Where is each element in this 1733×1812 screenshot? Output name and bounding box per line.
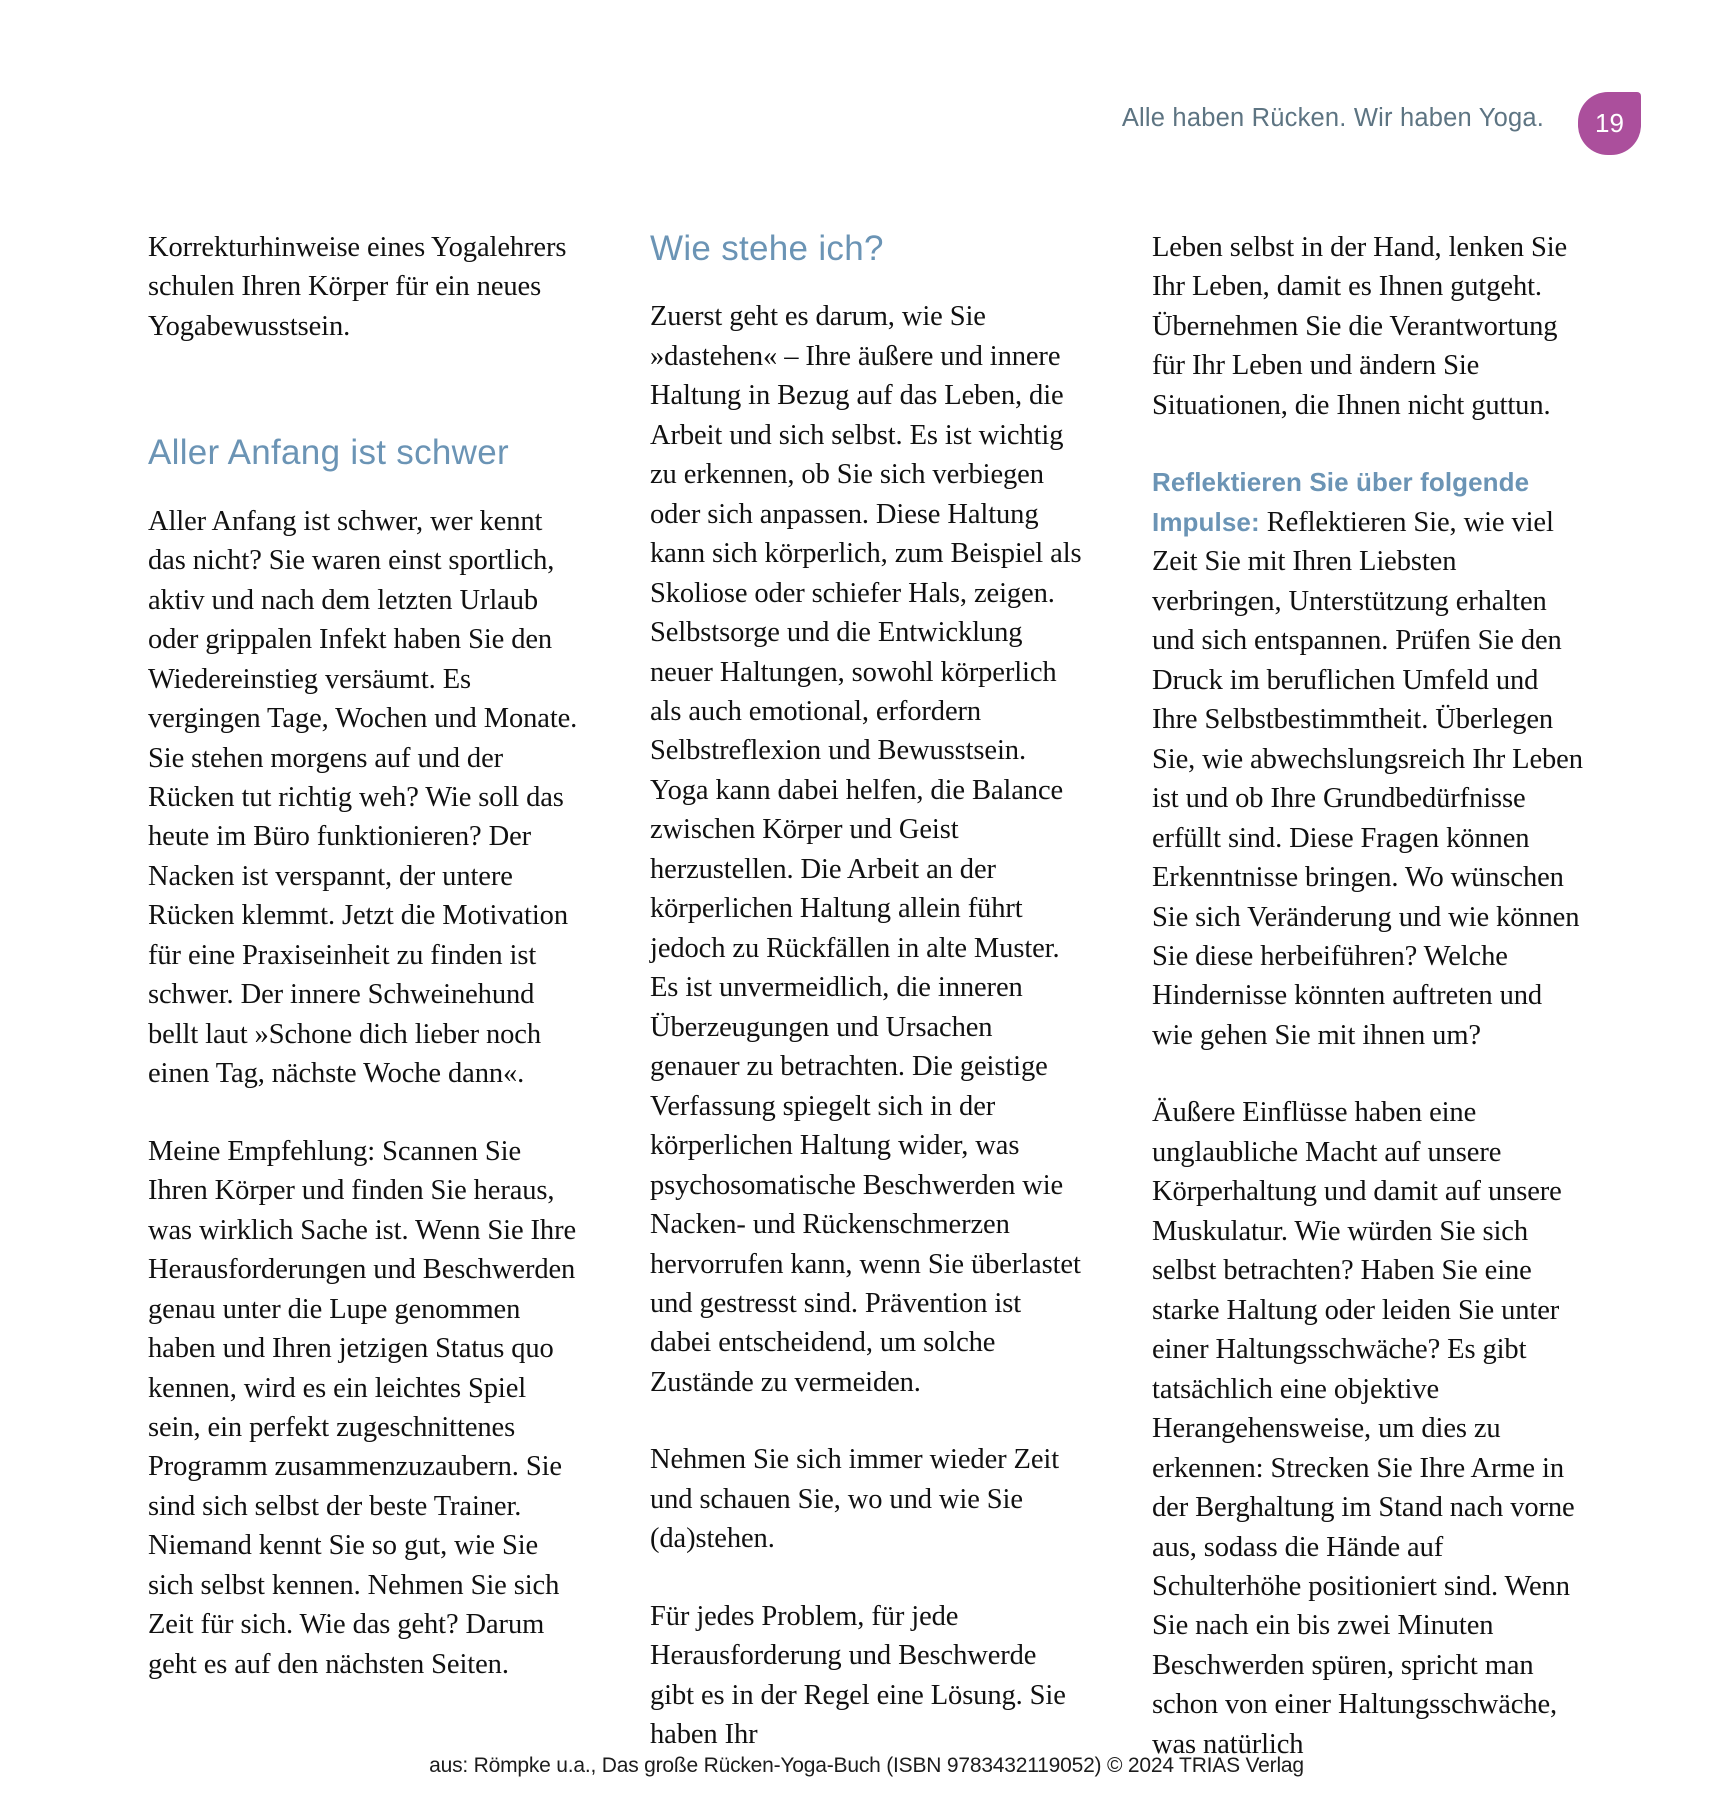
text-columns <box>148 228 1588 1764</box>
heading-aller-anfang-ist-schwer: Aller Anfang ist schwer <box>148 433 509 473</box>
paragraph-continued: Korrekturhinweise eines Yogalehrers schulen Ihren Körper für ein neues Yogabewusstsein. <box>148 232 567 342</box>
paragraph-middle-2: Nehmen Sie sich immer wieder Zeit und schauen Sie, wo und wie Sie (da)stehen. <box>650 1444 1060 1555</box>
paragraph-middle-1: Zuerst geht es darum, wie Sie »dastehen« – Ihre äußere und innere Haltung in Bezug auf das Leben, die Arbeit und sich selbst. Es ist wichtig zu erkennen, ob Sie sich verbiegen oder sich anpassen. Diese Haltung kann sich körperlich, zum Beispiel als Skoliose oder schiefer Hals, zeigen. Selbstsorge und die Entwicklung neuer Haltungen, sowohl körperlich als auch emotional, erfordern Selbstreflexion und Bewusstsein. Yoga kann dabei helfen, die Balance zwischen Körper und Geist herzustellen. Die Arbeit an der körperlichen Haltung allein führt jedoch zu Rückfällen in alte Muster. Es ist unvermeidlich, die inneren Überzeugungen und Ursachen genauer zu betrachten. Die geistige Verfassung spiegelt sich in der körperlichen Haltung wider, was psychosomatische Beschwerden wie Nacken- und Rückenschmerzen hervorrufen kann, wenn Sie überlastet und gestresst sind. Prävention ist dabei entscheidend, um solche Zustände zu vermeiden. <box>650 301 1082 1398</box>
paragraph-middle-3: Für jedes Problem, für jede Herausforderung und Beschwerde gibt es in der Regel eine Lösung. Sie haben Ihr <box>650 1600 1066 1751</box>
heading-wie-stehe-ich: Wie stehe ich? <box>650 229 884 268</box>
impulse-body-text: Reflektieren Sie, wie viel Zeit Sie mit Ihren Liebsten verbringen, Unterstützung erhalten und sich entspannen. Prüfen Sie den Druck im beruflichen Umfeld und Ihre Selbstbestimmtheit. Überlegen Sie, wie abwechslungsreich Ihr Leben ist und ob Ihre Grundbedürfnisse erfüllt sind. Diese Fragen können Erkenntnisse bringen. Wo wünschen Sie sich Veränderung und wie können Sie diese herbeiführen? Welche Hindernisse könnten auftreten und wie gehen Sie mit ihnen um? <box>1152 506 1583 1051</box>
column-right <box>1152 228 1588 1764</box>
running-head-title: Alle haben Rücken. Wir haben Yoga. <box>1121 104 1544 132</box>
column-left <box>148 228 584 1684</box>
paragraph-right-impulse <box>1152 463 1588 1055</box>
column-middle <box>650 228 1086 1755</box>
impulse-lead-in: Reflektieren Sie über folgende Impulse: <box>1152 467 1530 537</box>
running-head <box>0 92 1733 162</box>
paragraph-right-3: Äußere Einflüsse haben eine unglaubliche Macht auf unsere Körperhaltung und damit auf unsere Muskulatur. Wie würden Sie sich selbst betrachten? Haben Sie eine starke Haltung oder leiden Sie unter einer Haltungsschwäche? Es gibt tatsächlich eine objektive Herangehensweise, um dies zu erkennen: Strecken Sie Ihre Arme in der Berghaltung im Stand nach vorne aus, sodass die Hände auf Schulterhöhe positioniert sind. Wenn Sie nach ein bis zwei Minuten Beschwerden spüren, spricht man schon von einer Haltungsschwäche, was natürlich <box>1152 1097 1575 1760</box>
paragraph-left-2: Meine Empfehlung: Scannen Sie Ihren Körper und finden Sie heraus, was wirklich Sache ist. Wenn Sie Ihre Herausforderungen und Beschwerden genau unter die Lupe genommen haben und Ihren jetzigen Status quo kennen, wird es ein leichtes Spiel sein, ein perfekt zugeschnittenes Programm zusammenzuzaubern. Sie sind sich selbst der beste Trainer. Niemand kennt Sie so gut, wie Sie sich selbst kennen. Nehmen Sie sich Zeit für sich. Wie das geht? Darum geht es auf den nächsten Seiten. <box>148 1135 577 1680</box>
footer-source-note: aus: Römpke u.a., Das große Rücken-Yoga-Buch (ISBN 9783432119052) © 2024 TRIAS Verlag <box>429 1754 1304 1777</box>
page-number-badge: 19 <box>1578 92 1641 155</box>
paragraph-left-1: Aller Anfang ist schwer, wer kennt das nicht? Sie waren einst sportlich, aktiv und nach dem letzten Urlaub oder grippalen Infekt haben Sie den Wiedereinstieg versäumt. Es vergingen Tage, Wochen und Monate. Sie stehen morgens auf und der Rücken tut richtig weh? Wie soll das heute im Büro funktionieren? Der Nacken ist verspannt, der untere Rücken klemmt. Jetzt die Motivation für eine Praxiseinheit zu finden ist schwer. Der innere Schweinehund bellt laut »Schone dich lieber noch einen Tag, nächste Woche dann«. <box>148 505 578 1090</box>
paragraph-right-1: Leben selbst in der Hand, lenken Sie Ihr Leben, damit es Ihnen gutgeht. Übernehmen Sie die Verantwortung für Ihr Leben und ändern Sie Situationen, die Ihnen nicht guttun. <box>1152 232 1568 421</box>
